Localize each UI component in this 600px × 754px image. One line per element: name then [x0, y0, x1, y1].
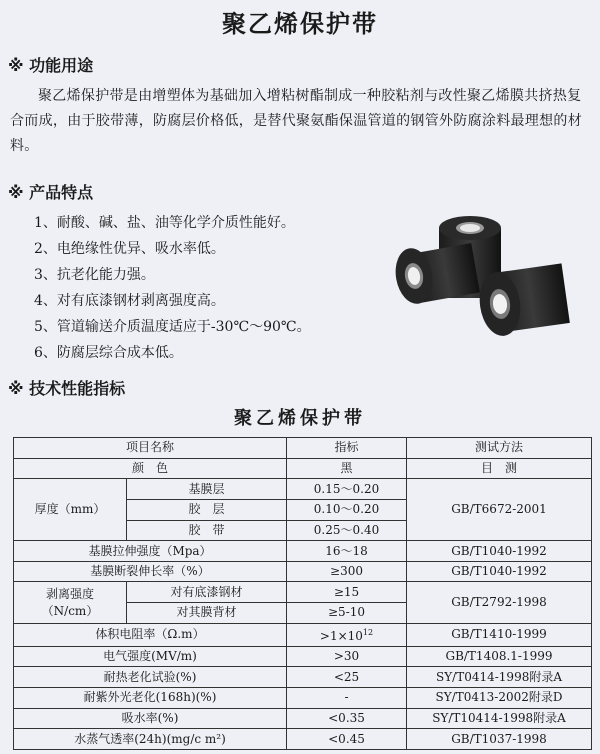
usage-heading: ※ 功能用途	[8, 56, 94, 75]
row-value: 16～18	[287, 541, 407, 562]
row-value: 黑	[287, 458, 407, 479]
row-method: SY/T0414-1998附录A	[407, 667, 592, 688]
row-value: ≥15	[287, 582, 407, 603]
row-method: GB/T1410-1999	[407, 623, 592, 646]
row-method: SY/T0413-2002附录D	[407, 687, 592, 708]
specs-heading: ※ 技术性能指标	[8, 379, 126, 398]
table-row	[14, 561, 592, 582]
row-method: GB/T1040-1992	[407, 541, 592, 562]
usage-paragraph: 聚乙烯保护带是由增塑体为基础加入增粘树酯制成一种胶粘剂与改性聚乙烯膜共挤热复合而成，由于胶带薄，防腐层价格低，是替代聚氨酯保温管道的钢管外防腐涂料最理想的材料。	[10, 88, 582, 154]
row-item: 耐热老化试验(%)	[14, 667, 287, 688]
row-item: 基膜拉伸强度（Mpa）	[14, 541, 287, 562]
row-item: 基膜断裂伸长率（%）	[14, 561, 287, 582]
row-value: -	[287, 687, 407, 708]
row-method: GB/T1408.1-1999	[407, 646, 592, 667]
table-row	[14, 623, 592, 646]
header-item: 项目名称	[14, 438, 287, 459]
row-value	[287, 623, 407, 646]
row-method: SY/T10414-1998附录A	[407, 708, 592, 729]
row-method: GB/T1040-1992	[407, 561, 592, 582]
row-value: <25	[287, 667, 407, 688]
row-sub-item: 胶 层	[127, 499, 287, 520]
table-row	[14, 458, 592, 479]
row-sub-item: 对其膜背材	[127, 603, 287, 624]
peel-method: GB/T2792-1998	[407, 582, 592, 623]
tape-rolls-image	[384, 206, 584, 356]
row-item: 耐紫外光老化(168h)(%)	[14, 687, 287, 708]
table-row	[14, 646, 592, 667]
features-heading: ※ 产品特点	[8, 183, 94, 202]
row-item: 颜 色	[14, 458, 287, 479]
table-header-row	[14, 438, 592, 459]
table-row	[14, 708, 592, 729]
peel-label-line1: 剥离强度	[45, 586, 94, 601]
table-row	[14, 687, 592, 708]
row-item: 水蒸气透率(24h)(mg/c m²)	[14, 729, 287, 750]
row-item: 吸水率(%)	[14, 708, 287, 729]
peel-label	[14, 582, 127, 623]
row-value: <0.35	[287, 708, 407, 729]
feature-item: 4、对有底漆钢材剥离强度高。	[34, 293, 225, 309]
resistivity-exponent: 12	[362, 628, 374, 638]
row-value: ≥300	[287, 561, 407, 582]
feature-item: 5、管道输送介质温度适应于-30℃～90℃。	[34, 319, 311, 335]
header-method: 测试方法	[407, 438, 592, 459]
header-value: 指标	[287, 438, 407, 459]
table-row	[14, 729, 592, 750]
feature-item: 6、防腐层综合成本低。	[34, 345, 183, 361]
row-value: ≥5-10	[287, 603, 407, 624]
row-method: 目 测	[407, 458, 592, 479]
table-row	[14, 667, 592, 688]
row-sub-item: 胶 带	[127, 520, 287, 541]
row-method: GB/T1037-1998	[407, 729, 592, 750]
row-value: 0.25～0.40	[287, 520, 407, 541]
spec-table	[13, 437, 592, 750]
thickness-method: GB/T6672-2001	[407, 479, 592, 541]
thickness-label: 厚度（mm）	[14, 479, 127, 541]
row-value: <0.45	[287, 729, 407, 750]
peel-label-line2: （N/cm）	[41, 603, 99, 618]
table-row	[14, 582, 592, 603]
row-item: 体积电阻率（Ω.m）	[14, 623, 287, 646]
table-title: 聚乙烯保护带	[234, 408, 366, 429]
row-sub-item: 基膜层	[127, 479, 287, 500]
row-value: 0.10～0.20	[287, 499, 407, 520]
page-title: 聚乙烯保护带	[222, 10, 378, 38]
feature-item: 2、电绝缘性优异、吸水率低。	[34, 241, 225, 257]
feature-item: 1、耐酸、碱、盐、油等化学介质性能好。	[34, 215, 295, 231]
row-sub-item: 对有底漆钢材	[127, 582, 287, 603]
resistivity-value: >1×10	[319, 629, 363, 644]
row-value: 0.15～0.20	[287, 479, 407, 500]
features-list	[34, 210, 311, 366]
feature-item: 3、抗老化能力强。	[34, 267, 155, 283]
row-value: >30	[287, 646, 407, 667]
table-row	[14, 479, 592, 500]
table-row	[14, 541, 592, 562]
row-item: 电气强度(MV/m)	[14, 646, 287, 667]
